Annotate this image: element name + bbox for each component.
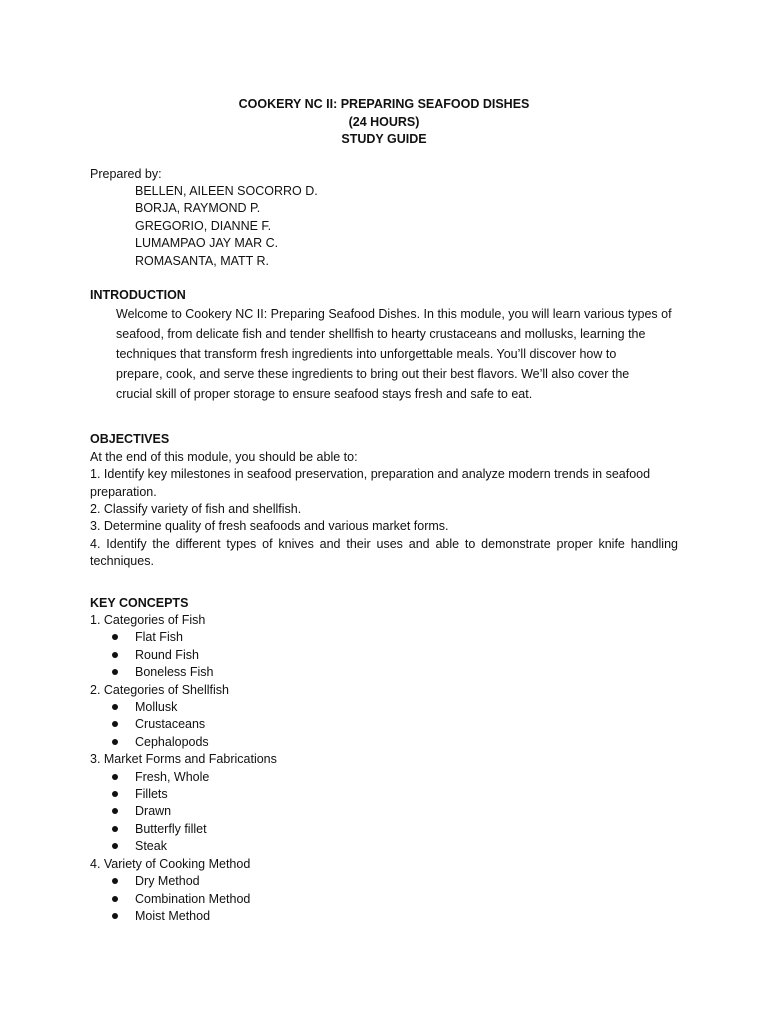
list-item (90, 908, 678, 925)
list-item-label: Dry Method (135, 874, 200, 889)
bullet-icon (112, 669, 118, 675)
list-item-label: Moist Method (135, 908, 211, 923)
list-item (90, 838, 678, 855)
list-item-label: Butterfly fillet (135, 821, 207, 836)
list-item-label: Crustaceans (135, 717, 206, 732)
introduction-line: crucial skill of proper storage to ensure seafood stays fresh and safe to eat. (116, 387, 533, 402)
concept-group (90, 751, 678, 855)
list-item (90, 629, 678, 646)
objective-item: 3. Determine quality of fresh seafoods and various market forms. (90, 519, 449, 534)
author-name: BELLEN, AILEEN SOCORRO D. (135, 183, 318, 198)
list-item (90, 786, 678, 803)
introduction-line: Welcome to Cookery NC II: Preparing Seafood Dishes. In this module, you will learn various types of (116, 307, 672, 322)
list-item-label: Round Fish (135, 647, 199, 662)
list-item (90, 716, 678, 733)
list-item-label: Combination Method (135, 891, 251, 906)
objective-item: 4. Identify the different types of knives and their uses and able to demonstrate proper knife handling techniques. (90, 536, 678, 569)
introduction-heading: INTRODUCTION (90, 287, 186, 302)
objectives-heading: OBJECTIVES (90, 432, 170, 447)
concept-group-title: 4. Variety of Cooking Method (90, 856, 251, 871)
document-hours: (24 HOURS) (348, 114, 420, 129)
list-item (90, 873, 678, 890)
list-item-label: Drawn (135, 804, 172, 819)
author-name: GREGORIO, DIANNE F. (135, 218, 272, 233)
concept-group-title: 2. Categories of Shellfish (90, 682, 229, 697)
bullet-icon (112, 843, 118, 849)
bullet-icon (112, 652, 118, 658)
list-item-label: Flat Fish (135, 630, 183, 645)
concept-group (90, 612, 678, 682)
objective-item: 2. Classify variety of fish and shellfish. (90, 501, 302, 516)
author-name: BORJA, RAYMOND P. (135, 201, 261, 216)
objective-item: 1. Identify key milestones in seafood preservation, preparation and analyze modern trends in seafood preparation. (90, 467, 651, 499)
list-item-label: Cephalopods (135, 734, 209, 749)
introduction-line: techniques that transform fresh ingredients into unforgettable meals. You’ll discover how to (116, 347, 617, 362)
bullet-icon (112, 774, 118, 780)
list-item-label: Steak (135, 839, 167, 854)
bullet-icon (112, 704, 118, 710)
bullet-icon (112, 808, 118, 814)
bullet-icon (112, 913, 118, 919)
document-subtitle: STUDY GUIDE (341, 132, 427, 146)
bullet-icon (112, 896, 118, 902)
author-name: LUMAMPAO JAY MAR C. (135, 236, 279, 251)
prepared-by-label: Prepared by: (90, 166, 162, 181)
key-concepts-heading: KEY CONCEPTS (90, 595, 189, 610)
introduction-line: prepare, cook, and serve these ingredients to bring out their best flavors. We’ll also cover the (116, 367, 630, 382)
bullet-icon (112, 721, 118, 727)
concept-group (90, 856, 678, 926)
objectives-lead: At the end of this module, you should be able to: (90, 449, 358, 464)
document-page (90, 96, 678, 925)
bullet-icon (112, 791, 118, 797)
list-item (90, 769, 678, 786)
list-item (90, 664, 678, 681)
introduction-body (90, 304, 678, 404)
list-item-label: Boneless Fish (135, 665, 214, 680)
author-name: ROMASANTA, MATT R. (135, 253, 270, 268)
concept-group-title: 3. Market Forms and Fabrications (90, 752, 277, 767)
introduction-line: seafood, from delicate fish and tender shellfish to hearty crustaceans and mollusks, learning the (116, 327, 646, 342)
list-item (90, 821, 678, 838)
bullet-icon (112, 826, 118, 832)
author-list (90, 183, 678, 270)
bullet-icon (112, 634, 118, 640)
document-title: COOKERY NC II: PREPARING SEAFOOD DISHES (238, 97, 530, 111)
list-item-label: Mollusk (135, 700, 178, 715)
bullet-icon (112, 878, 118, 884)
list-item (90, 647, 678, 664)
list-item (90, 734, 678, 751)
list-item (90, 803, 678, 820)
list-item (90, 891, 678, 908)
list-item (90, 699, 678, 716)
list-item-label: Fillets (135, 787, 168, 802)
concept-group-title: 1. Categories of Fish (90, 613, 206, 627)
list-item-label: Fresh, Whole (135, 769, 210, 784)
bullet-icon (112, 739, 118, 745)
concept-group (90, 682, 678, 752)
